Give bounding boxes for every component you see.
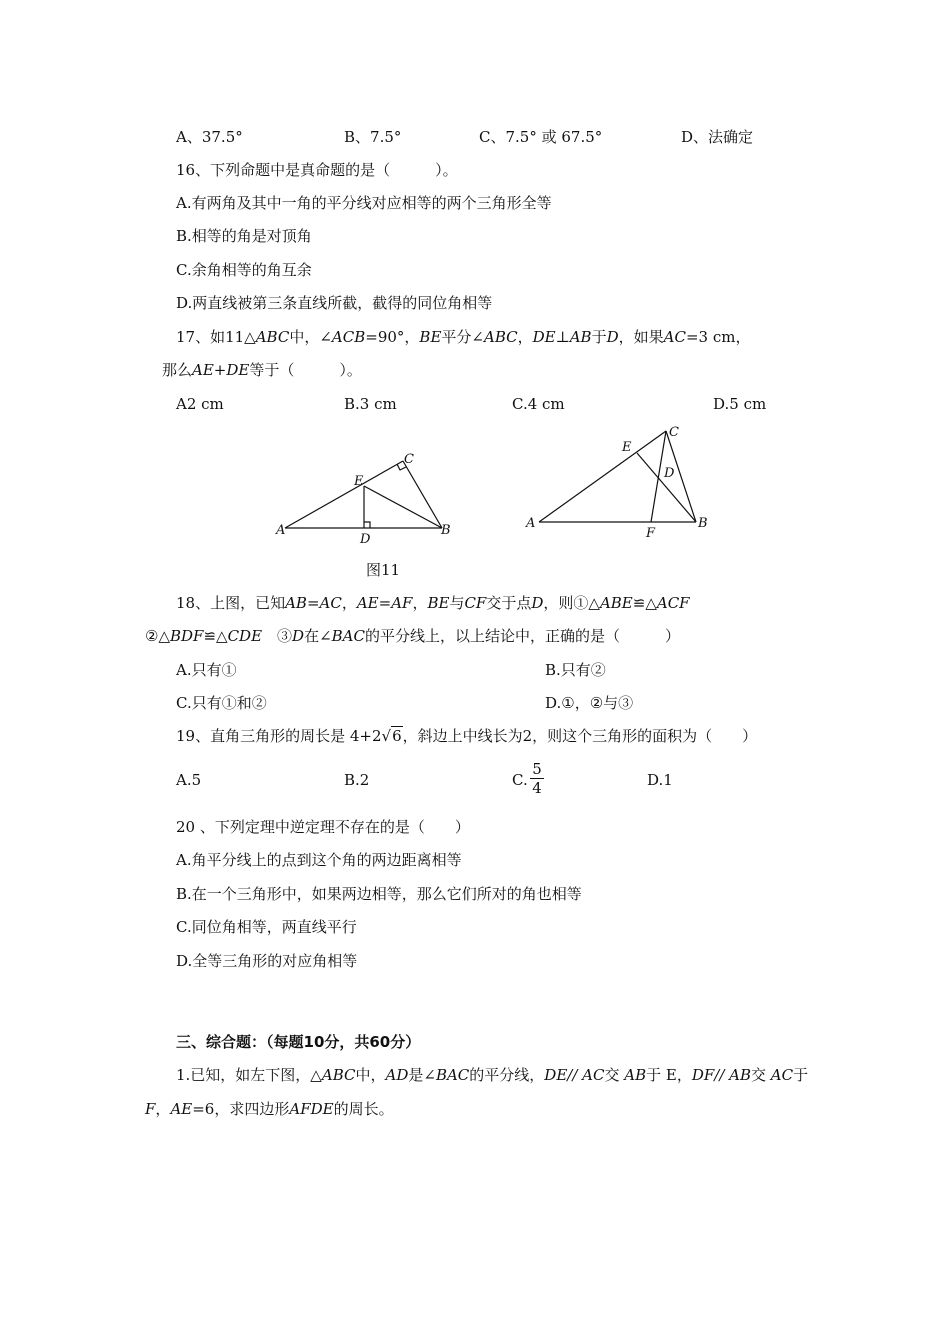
q20-option-c: C.同位角相等，两直线平行 <box>176 918 357 936</box>
q20-stem: 20 、下列定理中逆定理不存在的是（ ） <box>176 818 470 836</box>
section-3-title: 三、综合题：（每题10分，共60分） <box>176 1033 421 1051</box>
fig1-label-b: B <box>441 523 451 538</box>
fig2-label-a: A <box>526 516 536 531</box>
q17-option-c: C.4 cm <box>512 395 565 413</box>
q15-option-d: D、法确定 <box>681 128 754 146</box>
figure-11-caption: 图11 <box>366 561 401 579</box>
fig1-label-a: A <box>276 523 286 538</box>
fraction-denominator: 4 <box>532 779 542 797</box>
q19-stem: 19、直角三角形的周长是 4+2√6，斜边上中线长为2，则这个三角形的面积为（ ） <box>176 727 758 745</box>
fig2-label-b: B <box>698 516 708 531</box>
q20-option-b: B.在一个三角形中，如果两边相等，那么它们所对的角也相等 <box>176 885 582 903</box>
q19-option-c: C. <box>512 771 528 789</box>
fig1-label-d: D <box>360 532 371 547</box>
q15-option-b: B、7.5° <box>344 128 402 146</box>
q18-option-c: C.只有①和② <box>176 694 267 712</box>
q17-option-d: D.5 cm <box>713 395 767 413</box>
q17-option-b: B.3 cm <box>344 395 397 413</box>
q16-option-b: B.相等的角是对顶角 <box>176 227 312 245</box>
figure-11-triangle <box>270 448 460 548</box>
q19-option-d: D.1 <box>647 771 673 789</box>
fig2-label-f: F <box>646 526 656 541</box>
q17-option-a: A2 cm <box>176 395 224 413</box>
q20-option-a: A.角平分线上的点到这个角的两边距离相等 <box>176 851 462 869</box>
problem-1-stem: 1.已知，如左下图，△ABC中，AD是∠BAC的平分线，DE// AC交 AB于 E，DF// AB交 AC于 <box>176 1066 809 1084</box>
q20-option-d: D.全等三角形的对应角相等 <box>176 952 358 970</box>
q18-stem-line2: ②△BDF≌△CDE ③D在∠BAC的平分线上，以上结论中，正确的是（ ） <box>145 627 680 645</box>
q18-option-d: D.①，②与③ <box>545 694 634 712</box>
fraction-numerator: 5 <box>532 760 542 778</box>
q16-option-a: A.有两角及其中一角的平分线对应相等的两个三角形全等 <box>176 194 552 212</box>
q15-option-c: C、7.5° 或 67.5° <box>479 128 603 146</box>
q16-stem: 16、下列命题中是真命题的是（ ）。 <box>176 161 458 179</box>
q18-stem: 18、上图，已知AB=AC，AE=AF，BE与CF交于点D，则①△ABE≌△ACF <box>176 594 690 612</box>
q17-stem-line2: 那么AE+DE等于（ ）。 <box>162 361 362 379</box>
fig2-label-d: D <box>664 466 675 481</box>
q16-option-d: D.两直线被第三条直线所截，截得的同位角相等 <box>176 294 493 312</box>
q19-option-c-fraction <box>530 760 544 797</box>
q15-option-a: A、37.5° <box>176 128 243 146</box>
fig2-label-e: E <box>622 440 632 455</box>
fig1-label-c: C <box>404 452 414 467</box>
q17-stem: 17、如11△ABC中，∠ACB=90°，BE平分∠ABC，DE⊥AB于D，如果AC=3 cm， <box>176 328 751 346</box>
q19-option-a: A.5 <box>176 771 202 789</box>
q16-option-c: C.余角相等的角互余 <box>176 261 312 279</box>
fig1-label-e: E <box>354 474 364 489</box>
problem-1-stem-line2: F，AE=6，求四边形AFDE的周长。 <box>145 1100 394 1118</box>
fig2-label-c: C <box>669 425 679 440</box>
q18-option-a: A.只有① <box>176 661 237 679</box>
q19-option-b: B.2 <box>344 771 370 789</box>
q18-option-b: B.只有② <box>545 661 606 679</box>
figure-2-triangle <box>520 420 720 545</box>
sqrt-symbol: √6 <box>381 727 402 745</box>
